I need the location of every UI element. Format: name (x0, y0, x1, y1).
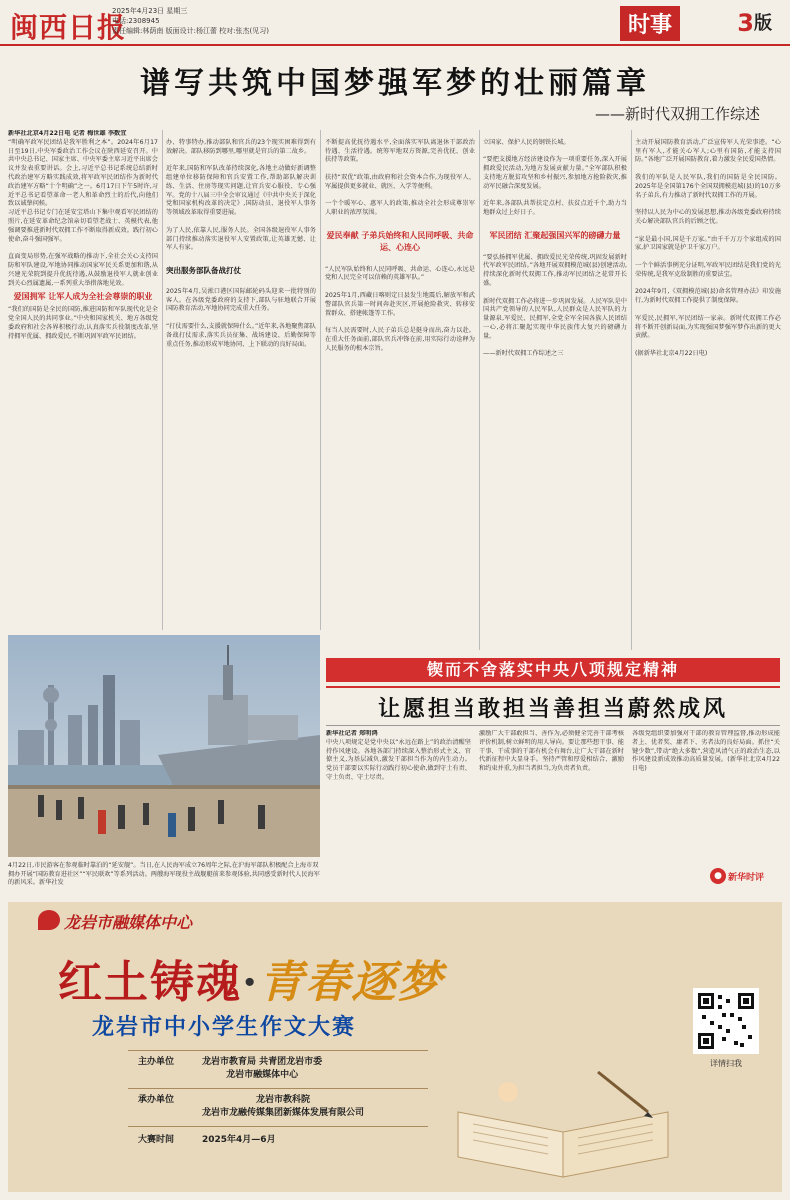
commentary-title: 让愿担当敢担当善担当蔚然成风 (377, 696, 728, 722)
news-photo (8, 635, 320, 857)
open-book-illustration (448, 1052, 678, 1186)
essay-contest-ad (8, 902, 782, 1192)
column-divider (479, 130, 480, 650)
article-paragraph: “明确军政军民团结是我军胜利之本”。2024年6月17日至19日,中央军委政治工作会议在陕西延安召开。中共中央总书记、国家主席、中央军委主席习近平出席会议并发表重要讲话。会上,习近平总书记系统总结新时代政治建军方略实践成效,将军政军民团结作为新时代政治建军方略“十个明确”之一。6月17日下午5时许,习近平总书记看望革命一老人和革命烈士的后代,向他们致以诚挚问候。 (8, 138, 158, 208)
photo-caption: 4月22日,市民游客在参观临时靠泊的“延安舰”。当日,在人民海军成立76周年之际,在沪海军部队积极配合上海市双拥办开展“国防教育进社区”“军民联欢”等系列活动。两艘海军现役主战舰艇前来参观体验,共同感受新时代人民海军的新风采。新华社发 (8, 862, 320, 887)
article-column-1 (8, 130, 158, 630)
ad-row-label: 大赛时间 (138, 1135, 175, 1145)
commentary-column-2 (479, 730, 624, 890)
ad-divider (128, 1088, 428, 1089)
article-subhead: ——新时代双拥工作综述 (594, 105, 760, 123)
page-suffix: 版 (754, 13, 772, 34)
masthead (0, 0, 790, 46)
ad-title (58, 946, 443, 1010)
article-column-5 (635, 130, 781, 650)
issue-editors: 责任编辑:林荫南 版面设计:杨江蕾 校对:张杰(见习) (112, 27, 269, 35)
section-subtitle: 突出服务部队备战打仗 (166, 265, 241, 275)
ad-divider (128, 1126, 428, 1127)
article-column-3 (325, 130, 475, 650)
article-paragraph: “人民军队始终和人民同呼吸、共命运、心连心,永远是党和人民完全可以信赖的英雄军队。” 2025年1月,西藏日喀则定日县发生地震后,解放军和武警部队官兵第一时间奔赴灾区,开展抢险救灾、转移安置群众、搭建帐篷等工作。 每当人民需要时,人民子弟兵总是挺身而出,奋力以赴。在重大任务面前,部队官兵冲锋在前,用实际行动诠释为人民服务的根本宗旨。 (325, 265, 475, 352)
section-subtitle: 爱民奉献 子弟兵始终和人民同呼吸、共命运、心连心 (326, 230, 474, 252)
issue-meta (112, 6, 269, 36)
article-paragraph: 不断提高优抚待遇水平,全面落实军队离退休干部政治待遇、生活待遇。统筹军地双方资源,完善优抚、创业扶持等政策。 扶持“双优”政策,由政府和社会资本合作,为现役军人、军属提供更多就业、就医、入学等便利。 一个个暖军心、惠军人的政策,推动全社会形成尊崇军人职业的浓厚氛围。 (325, 138, 475, 217)
column-divider (631, 130, 632, 650)
article-headline: 谱写共筑中国梦强军梦的壮丽篇章 (140, 66, 650, 101)
article-paragraph: 习近平总书记专门在延安宝塔山下集中观看军民团结的照片,在延安革命纪念馆亲切看望老战士、英模代表,他强调要推进新时代双拥工作不断取得新成效。践行初心使命,奋斗强国强军。 直面变局形势,在强军战略的推动下,全社会关心支持国防和军队建设,军地协同推动国家军民关系更加和谐,从兴建光荣院到提升优抚待遇,从鼓励退役军人就业创业到关心烈属遗属,一系列重大举措落地见效。 (8, 209, 158, 287)
ad-title-dot: · (242, 957, 260, 1008)
ad-period-row (138, 1134, 276, 1147)
ad-subtitle: 龙岩市中小学生作文大赛 (92, 1015, 357, 1040)
ad-row-value: 龙岩市教育局 共青团龙岩市委 龙岩市融媒体中心 (202, 1057, 323, 1080)
ad-title-red: 红土铸魂 (58, 957, 242, 1008)
ad-row-label: 承办单位 (138, 1095, 175, 1105)
newspaper-logo: 闽西日报 (10, 11, 127, 44)
ad-organizer-row (138, 1056, 322, 1082)
badge-label: 新华时评 (728, 873, 765, 883)
article-paragraph: 一个个鲜活事例充分证明,军政军民团结是我们党的光荣传统,是我军克敌制胜的重要法宝。 2024年9月,《双拥模范城(县)命名管理办法》印发施行,为新时代双拥工作提供了制度保障。 军爱民,民拥军,军民团结一家亲。新时代双拥工作必将不断开创新局面,为实现强国梦强军梦作出新的更大贡献。 (据新华社北京4月22日电) (635, 261, 781, 357)
ad-row-label: 主办单位 (138, 1057, 175, 1067)
ad-row-value: 2025年4月—6月 (202, 1135, 276, 1145)
issue-phone: 电话:2308945 (112, 17, 160, 25)
section-label: 时事 (620, 6, 680, 41)
article-byline: 新华社北京4月22日电 记者 梅世雄 李数宜 (8, 130, 127, 137)
section-subtitle: 爱国拥军 让军人成为全社会尊崇的职业 (13, 292, 153, 302)
commentary-column-1 (326, 730, 471, 890)
article-column-4 (483, 130, 627, 650)
ad-title-gold: 青春逐梦 (259, 957, 444, 1008)
article-paragraph: “我们的国防是全民的国防,推进国防和军队现代化是全党全国人民的共同事业。”中央和国家机关、地方各级党委政府和社会各界积极行动,认真落实兵役制度改革,坚持拥军优属、拥政爱民,不断巩固军政军民团结。 (8, 306, 158, 340)
article-column-2 (166, 130, 316, 630)
section-subtitle: 军民团结 汇聚起强国兴军的磅礴力量 (489, 230, 621, 240)
ad-divider (128, 1050, 428, 1051)
commentary-paragraph: 激励广大干部敢担当、善作为,必须健全完善干部考核评价机制,树立鲜明的用人导向。要让那些想干事、能干事、干成事的干部有机会有舞台,让广大干部在新时代新征程中大显身手。坚持严管和厚爱相结合、激励和约束并重,为担当者担当,为负责者负责。 (479, 730, 624, 773)
article-paragraph: 2025年4月,吴淞口港区国际邮轮码头迎来一批特别的客人。在各级党委政府的支持下,部队与驻地联合开展国防教育活动,军地协同完成重大任务。 “打仗需要什么,支援就保障什么。”近年来,各地聚焦部队备战打仗需求,落实兵员征集、战场建设、后勤保障等重点任务,推动形成军地协同、上下联动的良好局面。 (166, 287, 316, 348)
commentary-paragraph: 中央八项规定是党中央以“永远在路上”的政治清醒坚持作风建设。各地各部门持续深入整治形式主义、官僚主义,为基层减负,激发干部担当作为的内生动力。党员干部要以实际行动践行初心使命,做到守土有责、守土负责、守土尽责。 (326, 738, 471, 781)
issue-date: 2025年4月23日 星期三 (112, 7, 188, 15)
banner-rule (326, 686, 780, 688)
column-divider (162, 130, 163, 630)
page-number (737, 9, 772, 37)
ad-brand: 龙岩市融媒体中心 (64, 913, 193, 932)
qr-code[interactable] (693, 988, 759, 1054)
commentary-byline: 新华社记者 郑明鸿 (326, 730, 378, 737)
commentary-rule (326, 725, 780, 726)
qr-label: 详情扫我 (710, 1059, 742, 1068)
article-paragraph: 主动开展国防教育活动,广泛宣传军人光荣事迹。“心里有军人,才能关心军人;心里有国防,才能支持国防。”各地广泛开展国防教育,着力激发全民爱国热情。 我们的军队是人民军队,我们的国防是全民国防。2025年是全国第176个全国双拥模范城(县)的10万多名子弟兵,有力推动了新时代双拥工作的开展。 坚持以人民为中心的发展思想,推动各级党委政府持续关心解决部队官兵的后顾之忧。 “家是最小国,国是千万家。”由千千万万个家组成的国家,护卫国家就是护卫千家万户。 (635, 138, 781, 252)
article-paragraph: 办、特事特办,推动部队和官兵的23个现实困难得到有效解决。部队移防到哪里,哪里就是官兵的第二故乡。 近年来,国防和军队改革持续深化,各地主动做好新调整组建单位移防保障和官兵安置工作,帮助部队解决训练、生活、住房等现实问题,让官兵安心服役、专心强军。党的十八届三中全会审议通过《中共中央关于深化党和国家机构改革的决定》,国防动员、退役军人事务等领域改革取得重要进展。 为了人民,依靠人民,服务人民。全国各级退役军人事务部门持续推动落实退役军人安置政策,让英雄无憾、让军人有家。 (166, 138, 316, 252)
article-paragraph: “要弘扬拥军优属、拥政爱民光荣传统,巩固发展新时代军政军民团结。”各地开展双拥模范城(县)创建活动,持续深化新时代双拥工作,推动军民团结之花常开长盛。 新时代双拥工作必将进一步巩固发展。人民军队是中国共产党领导的人民军队,人民群众是人民军队的力量源泉,军爱民、民拥军,全党全军全国各族人民团结一心,必将汇聚起实现中华民族伟大复兴的磅礴力量。 ——新时代双拥工作综述之三 (483, 253, 627, 358)
article-paragraph: 立国家、保护人民的钢铁长城。 “要把支援地方经济建设作为一项重要任务,深入开展拥政爱民活动,为地方发展贡献力量。”全军部队积极支持地方脱贫攻坚和乡村振兴,参加地方抢险救灾,推动军民融合深度发展。 近年来,各部队共帮扶定点村、扶贫点近千个,助力当地群众过上好日子。 (483, 138, 627, 217)
ad-row-value: 龙岩市教科院 龙岩市龙融传媒集团新媒体发展有限公司 (202, 1095, 365, 1118)
commentary-column-3 (632, 730, 780, 864)
ad-undertaker-row (138, 1094, 364, 1120)
page-number-digit: 3 (737, 9, 754, 37)
commentary-paragraph: 各级党组织要加强对干部的教育管理监督,推动形成能者上、优者奖、庸者下、劣者汰的良好局面。抓住“关键少数”,带动“绝大多数”,营造风清气正的政治生态,以作风建设新成效推动高质量发展。(新华社北京4月22日电) (632, 730, 780, 773)
column-divider (320, 130, 321, 630)
xinhua-logo-icon: ● (710, 868, 726, 884)
media-center-logo-icon (38, 910, 60, 930)
xinhua-commentary-badge (710, 868, 780, 884)
commentary-banner: 锲而不舍落实中央八项规定精神 (326, 658, 780, 682)
